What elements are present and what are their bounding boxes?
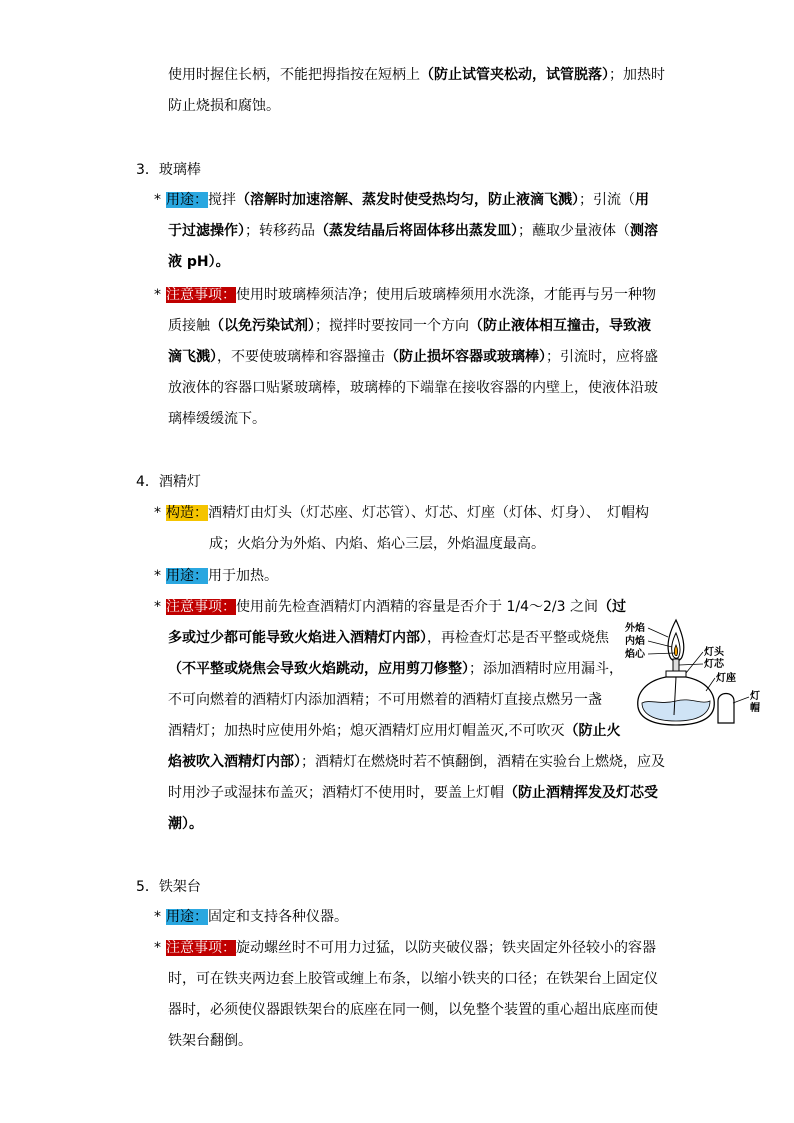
text: 质接触 — [168, 318, 210, 334]
text: ，再检查灯芯是否平整或烧焦 — [427, 630, 609, 646]
bullet-icon: * — [154, 940, 161, 956]
text: ；引流（ — [579, 192, 635, 208]
section-heading-iron-stand: 5．铁架台 — [136, 879, 201, 895]
note-label: 注意事项： — [166, 599, 236, 615]
leader-line — [706, 678, 715, 691]
bullet-icon: * — [154, 192, 161, 208]
use-label: 用途： — [166, 909, 208, 925]
tube-holder-note — [168, 60, 668, 122]
text-line — [154, 280, 674, 311]
bold-text: 于过滤操作） — [168, 223, 245, 239]
leader-line — [648, 628, 668, 637]
leader-line — [679, 664, 703, 665]
bold-text: （以免污染试剂） — [210, 318, 315, 334]
text: 用于加热。 — [208, 568, 278, 584]
note-label: 注意事项： — [166, 287, 236, 303]
text-line — [154, 747, 674, 778]
text: 旋动螺丝时不可用力过猛，以防夹破仪器；铁夹固定外径较小的容器 — [236, 940, 656, 956]
text: 固定和支持各种仪器。 — [208, 909, 348, 925]
text-line — [154, 498, 674, 529]
label-wick: 灯芯 — [704, 659, 724, 670]
text: 铁架台翻倒。 — [168, 1033, 252, 1049]
text: ；转移药品 — [245, 223, 315, 239]
text: 成；火焰分为外焰、内焰、焰心三层，外焰温度最高。 — [209, 536, 545, 552]
bullet-icon: * — [154, 599, 161, 615]
text: 酒精灯；加热时应使用外焰；熄灭酒精灯应用灯帽盖灭,不可吹灭 — [168, 723, 565, 739]
text-line — [154, 716, 674, 747]
section-heading-glass-rod: 3．玻璃棒 — [136, 162, 201, 178]
label-core-flame: 焰心 — [625, 649, 645, 660]
text-line — [154, 561, 674, 592]
lamp-head — [666, 671, 686, 677]
lamp-cap — [718, 694, 734, 724]
text-line — [154, 311, 674, 342]
bold-text: 多或过少都可能导致火焰进入酒精灯内部） — [168, 630, 427, 646]
label-lamp-head: 灯头 — [704, 647, 724, 658]
bold-text: 测溶 — [630, 223, 658, 239]
glass-rod-notes — [154, 280, 674, 435]
text-line — [168, 91, 668, 122]
bold-text: 潮）。 — [168, 816, 203, 832]
bullet-icon: * — [154, 909, 161, 925]
text-line — [154, 902, 674, 933]
bold-text: 滴飞溅） — [168, 349, 217, 365]
label-lamp-base: 灯座 — [716, 673, 736, 684]
text: 器时，必须使仪器跟铁架台的底座在同一侧，以免整个装置的重心超出底座而使 — [168, 1002, 658, 1018]
text: ；蘸取少量液体（ — [518, 223, 630, 239]
alcohol-lamp-structure — [154, 498, 674, 560]
text: 防止烧损和腐蚀。 — [168, 98, 280, 114]
leader-line — [733, 697, 749, 703]
text: 时，可在铁夹两边套上胶管或缠上布条，以缩小铁夹的口径；在铁架台上固定仪 — [168, 971, 658, 987]
bold-text: （蒸发结晶后将固体移出蒸发皿） — [315, 223, 518, 239]
text: 酒精灯由灯头（灯芯座、灯芯管）、灯芯、灯座（灯体、灯身）、 灯帽构 — [208, 505, 649, 521]
use-label: 用途： — [166, 568, 208, 584]
text: 时用沙子或湿抹布盖灭；酒精灯不使用时，要盖上灯帽 — [168, 785, 504, 801]
bold-text: （防止液体相互撞击，导致液 — [469, 318, 651, 334]
bold-text: （防止酒精挥发及灯芯受 — [504, 785, 658, 801]
text-line — [154, 185, 674, 216]
use-label: 用途： — [166, 192, 208, 208]
iron-stand-notes — [154, 933, 674, 1057]
text-line — [154, 995, 674, 1026]
label-cap-1: 灯 — [750, 691, 760, 702]
label-inner-flame: 内焰 — [625, 636, 645, 647]
text-line — [154, 933, 674, 964]
bold-text: （防止损坏容器或玻璃棒） — [385, 349, 546, 365]
alcohol-lamp-use — [154, 561, 674, 592]
alcohol-lamp-diagram — [620, 615, 770, 730]
bold-text: 焰被吹入酒精灯内部） — [168, 754, 301, 770]
text: 放液体的容器口贴紧玻璃棒，玻璃棒的下端靠在接收容器的内壁上，使液体沿玻 — [168, 380, 658, 396]
text-line — [154, 592, 674, 623]
text-line — [154, 529, 674, 560]
bold-text: （不平整或烧焦会导致火焰跳动，应用剪刀修整） — [168, 661, 469, 677]
structure-label: 构造： — [166, 505, 208, 521]
text-line — [154, 809, 674, 840]
text-line — [154, 342, 674, 373]
bold-text: （防止试管夹松动，试管脱落） — [420, 67, 609, 83]
text: 璃棒缓缓流下。 — [168, 411, 266, 427]
label-outer-flame: 外焰 — [625, 623, 645, 634]
label-cap-2: 帽 — [750, 703, 760, 714]
text-line — [154, 778, 674, 809]
glass-rod-use — [154, 185, 674, 278]
alcohol-lamp-notes — [154, 592, 674, 840]
note-label: 注意事项： — [166, 940, 236, 956]
bold-text: （过 — [597, 599, 626, 615]
bullet-icon: * — [154, 568, 161, 584]
text-line — [154, 964, 674, 995]
text: 搅拌 — [208, 192, 236, 208]
bold-text: 用 — [635, 192, 649, 208]
text-line — [154, 685, 674, 716]
section-heading-alcohol-lamp: 4．酒精灯 — [136, 474, 201, 490]
bullet-icon: * — [154, 287, 161, 303]
text: ；酒精灯在燃烧时若不慎翻倒，酒精在实验台上燃烧，应及 — [301, 754, 665, 770]
text-line — [154, 1026, 674, 1057]
text-line — [154, 654, 674, 685]
text-line — [168, 60, 668, 91]
text: ；引流时，应将盛 — [546, 349, 658, 365]
text: ，不要使玻璃棒和容器撞击 — [217, 349, 385, 365]
text: 不可向燃着的酒精灯内添加酒精；不可用燃着的酒精灯直接点燃另一盏 — [168, 692, 602, 708]
bullet-icon: * — [154, 505, 161, 521]
iron-stand-use — [154, 902, 674, 933]
leader-line — [686, 652, 703, 673]
text: ；加热时 — [609, 67, 665, 83]
text-line — [154, 247, 674, 278]
bold-text: （防止火 — [564, 723, 621, 739]
text: 使用时玻璃棒须洁净；使用后玻璃棒须用水洗涤，才能再与另一种物 — [236, 287, 656, 303]
text: ；添加酒精时应用漏斗， — [469, 661, 623, 677]
text-line — [154, 373, 674, 404]
text: ；搅拌时要按同一个方向 — [315, 318, 469, 334]
text-line — [154, 623, 674, 654]
bold-text: 液 pH）。 — [168, 254, 230, 270]
text: 使用前先检查酒精灯内酒精的容量是否介于 1/4～2/3 之间 — [236, 599, 598, 615]
bold-text: （溶解时加速溶解、蒸发时使受热均匀，防止液滴飞溅） — [236, 192, 579, 208]
text: 使用时握住长柄，不能把拇指按在短柄上 — [168, 67, 420, 83]
text-line — [154, 216, 674, 247]
text-line — [154, 404, 674, 435]
flame-core — [674, 645, 677, 656]
